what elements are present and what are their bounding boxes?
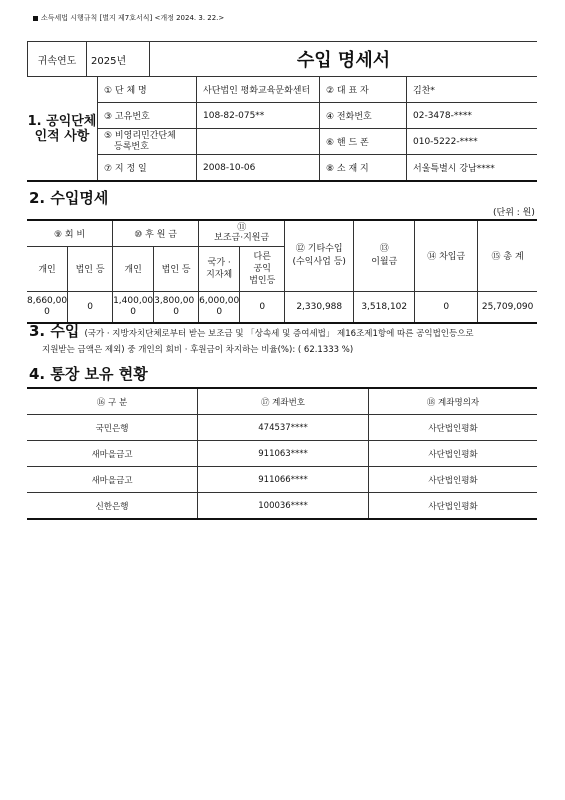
section3 — [29, 320, 474, 341]
other-public-corp-header — [240, 246, 285, 291]
phone-label: ④ 전화번호 — [320, 103, 407, 129]
year-label: 귀속연도 — [28, 42, 87, 77]
org-name-label: ① 단 체 명 — [98, 77, 197, 103]
table-row — [27, 415, 537, 441]
unit-label: (단위 : 원) — [493, 208, 535, 218]
designation-date-label: ⑦ 지 정 일 — [98, 155, 197, 182]
gov-header-line1: 국가 · — [207, 257, 231, 268]
gov-value-line2: 0 — [216, 306, 223, 317]
other-public-corp-value: 0 — [240, 291, 285, 323]
fee-individual-value-line2: 0 — [44, 306, 50, 317]
account-holder-header: ⑱ 계좌명의자 — [369, 388, 538, 415]
account-number: 474537**** — [198, 415, 369, 441]
title-table — [27, 41, 537, 77]
mobile-value: 010-5222-**** — [407, 129, 538, 155]
subsidy-number: ⑪ — [237, 223, 247, 234]
donation-corp-value-line1: 3,800,00 — [154, 295, 195, 306]
donation-individual-header: 개인 — [113, 246, 154, 291]
gov-header — [199, 246, 240, 291]
square-bullet-icon — [33, 16, 38, 21]
gov-header-line2: 지자체 — [206, 269, 233, 280]
bank-name: 신한은행 — [27, 493, 198, 520]
account-header-row — [27, 388, 537, 415]
income-table — [27, 219, 537, 324]
section3-text-line2: 지원받는 금액은 제외) 중 개인의 회비 · 후원금이 차지하는 비율(%): ( 62.1333 %) — [42, 345, 354, 355]
org-name-value: 사단법인 평화교육문화센터 — [197, 77, 320, 103]
section3-title: 3. 수입 — [29, 322, 80, 340]
account-holder: 사단법인평화 — [369, 441, 538, 467]
fee-individual-value — [27, 291, 68, 323]
fee-individual-header: 개인 — [27, 246, 68, 291]
npo-reg-label-line1: ⑤ 비영리민간단체 — [104, 130, 176, 141]
account-holder: 사단법인평화 — [369, 467, 538, 493]
total-value: 25,709,090 — [478, 291, 537, 323]
rep-label: ② 대 표 자 — [320, 77, 407, 103]
section1-title-line1: 1. 공익단체 — [27, 113, 97, 129]
account-number: 911063**** — [198, 441, 369, 467]
address-value: 서울특별시 강남**** — [407, 155, 538, 182]
bank-name: 새마을금고 — [27, 467, 198, 493]
gov-value-line1: 6,000,00 — [199, 295, 240, 306]
designation-date-value: 2008-10-06 — [197, 155, 320, 182]
mobile-label: ⑥ 핸 드 폰 — [320, 129, 407, 155]
fee-corp-header: 법인 등 — [68, 246, 113, 291]
loan-header: ⑭ 차입금 — [415, 220, 478, 291]
donation-corp-header: 법인 등 — [154, 246, 199, 291]
section2-title: 2. 수입명세 — [29, 189, 109, 207]
carryover-number: ⑬ — [379, 243, 389, 254]
other-public-corp-header-line3: 법인등 — [249, 275, 276, 286]
total-header: ⑮ 총 계 — [478, 220, 537, 291]
donation-individual-value — [113, 291, 154, 323]
org-info-table — [27, 76, 537, 182]
other-income-header-line2: (수익사업 등) — [292, 256, 346, 267]
reg-number-label: ③ 고유번호 — [98, 103, 197, 129]
loan-value: 0 — [415, 291, 478, 323]
npo-reg-label — [98, 129, 197, 155]
other-income-header — [285, 220, 354, 291]
rep-value: 김찬* — [407, 77, 538, 103]
carryover-header — [354, 220, 415, 291]
account-number: 100036**** — [198, 493, 369, 520]
gov-value — [199, 291, 240, 323]
subsidy-label: 보조금·지원금 — [214, 233, 270, 244]
other-income-header-line1: ⑫ 기타수입 — [295, 243, 343, 254]
account-number: 911066**** — [198, 467, 369, 493]
donation-individual-value-line1: 1,400,00 — [113, 295, 154, 306]
donation-corp-value-line2: 0 — [173, 306, 180, 317]
table-row — [27, 467, 537, 493]
fee-individual-value-line1: 8,660,00 — [27, 295, 68, 306]
donation-corp-value — [154, 291, 199, 323]
other-public-corp-header-line2: 공익 — [253, 263, 271, 274]
account-table — [27, 387, 537, 520]
reg-number-value: 108-82-075** — [197, 103, 320, 129]
section1-title — [27, 77, 98, 182]
other-public-corp-header-line1: 다른 — [253, 251, 271, 262]
section4-title: 4. 통장 보유 현황 — [29, 365, 148, 383]
carryover-value: 3,518,102 — [354, 291, 415, 323]
form-reference-text: 소득세법 시행규칙 [별지 제7호서식] <개정 2024. 3. 22.> — [41, 14, 225, 22]
table-row — [27, 493, 537, 520]
fee-corp-value: 0 — [68, 291, 113, 323]
other-income-value: 2,330,988 — [285, 291, 354, 323]
subsidy-header — [199, 220, 285, 246]
fee-header: ⑨ 회 비 — [27, 220, 113, 246]
table-row — [27, 441, 537, 467]
section3-text-line1: (국가 · 지방자치단체로부터 받는 보조금 및 「상속세 및 증여세법」 제16조제1항에 따른 공익법인등으로 — [84, 329, 474, 339]
npo-reg-label-line2: 등록번호 — [114, 141, 149, 152]
phone-value: 02-3478-**** — [407, 103, 538, 129]
account-number-header: ⑰ 계좌번호 — [198, 388, 369, 415]
carryover-label: 이월금 — [371, 256, 398, 267]
bank-name: 새마을금고 — [27, 441, 198, 467]
account-holder: 사단법인평화 — [369, 415, 538, 441]
address-label: ⑧ 소 재 지 — [320, 155, 407, 182]
bank-name: 국민은행 — [27, 415, 198, 441]
account-holder: 사단법인평화 — [369, 493, 538, 520]
section1-title-line2: 인적 사항 — [34, 128, 90, 144]
form-reference — [33, 13, 224, 23]
donation-individual-value-line2: 0 — [130, 306, 136, 317]
account-type-header: ⑯ 구 분 — [27, 388, 198, 415]
page-title: 수입 명세서 — [150, 42, 538, 77]
donation-header: ⑩ 후 원 금 — [113, 220, 199, 246]
npo-reg-value — [197, 129, 320, 155]
year-value: 2025년 — [87, 42, 150, 77]
